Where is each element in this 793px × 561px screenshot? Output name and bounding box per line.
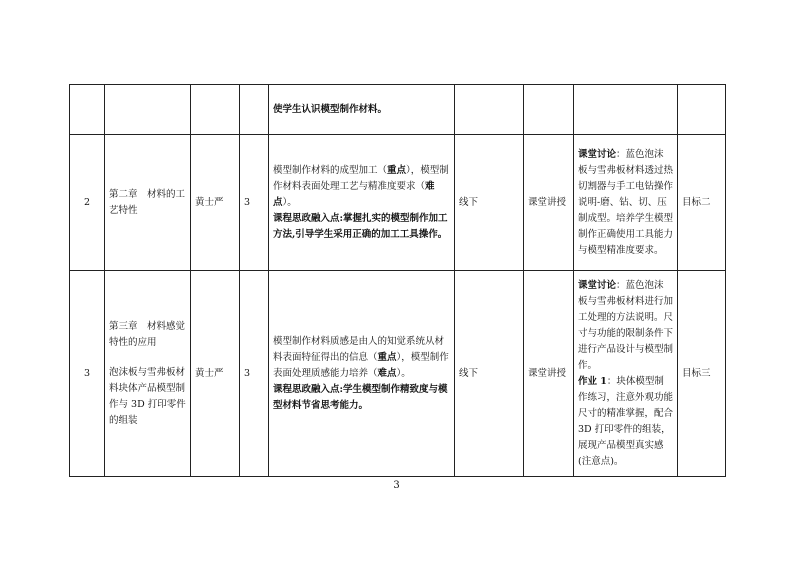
cell-chapter	[105, 85, 191, 135]
chapter-title: 第三章 材料感觉特性的应用	[109, 320, 186, 348]
cell-teacher: 黄士严	[191, 271, 240, 477]
cell-hours: 3	[240, 271, 269, 477]
content-paragraph	[273, 163, 450, 211]
table-row-2	[70, 135, 726, 271]
table-row-1	[70, 85, 726, 135]
key-point-label: 重点	[387, 164, 407, 176]
content-text: ）。	[396, 367, 411, 379]
content-text: ）。	[282, 196, 297, 208]
cell-no	[70, 85, 105, 135]
chapter-subtitle: 泡沫板与雪弗板材料块体产品模型制作与 3D 打印零件的组装	[109, 366, 186, 426]
cell-content	[269, 135, 455, 271]
cell-hours	[240, 85, 269, 135]
activity-discussion	[578, 278, 673, 374]
difficulty-label: 难点	[377, 367, 397, 379]
ideology-integration-note: 课程思政融入点:学生模型制作精致度与模型材料节省思考能力。	[273, 383, 448, 411]
cell-chapter	[105, 271, 191, 477]
discussion-label: 课堂讨论	[578, 148, 617, 160]
activity-text: ：蓝色泡沫板与雪弗板材料进行加工处理的方法说明。尺寸与功能的限制条件下进行产品设计与模型制作。	[578, 279, 674, 371]
cell-no: 2	[70, 135, 105, 271]
cell-hours: 3	[240, 135, 269, 271]
cell-activity	[574, 271, 678, 477]
activity-text: ：蓝色泡沫板与雪弗板材料透过热切割器与手工电钻操作说明-磨、钻、切、压制成型。培养学生模型制作正确使用工具能力与模型精准度要求。	[578, 148, 674, 256]
difficulty-label: 难点	[273, 180, 435, 208]
cell-goal: 目标三	[678, 271, 726, 477]
table-row-3	[70, 271, 726, 477]
cell-method	[524, 85, 574, 135]
ideology-integration-note: 课程思政融入点:掌握扎实的模型制作加工方法,引导学生采用正确的加工工具操作。	[273, 212, 448, 240]
cell-content	[269, 85, 455, 135]
cell-teacher: 黄士严	[191, 135, 240, 271]
content-text: ），模型制作表面处理质感能力培养（	[273, 351, 449, 379]
page-number: 3	[393, 480, 400, 491]
cell-method: 课堂讲授	[524, 271, 574, 477]
homework-label: 作业 1	[578, 375, 607, 387]
content-paragraph	[273, 334, 450, 382]
cell-goal	[678, 85, 726, 135]
cell-teacher	[191, 85, 240, 135]
key-point-label: 重点	[377, 351, 397, 363]
cell-mode: 线下	[455, 271, 524, 477]
cell-activity	[574, 135, 678, 271]
cell-method: 课堂讲授	[524, 135, 574, 271]
cell-no: 3	[70, 271, 105, 477]
content-text: 模型制作材料的成型加工（	[273, 164, 388, 176]
cell-mode: 线下	[455, 135, 524, 271]
discussion-label: 课堂讨论	[578, 279, 617, 291]
content-text: ），模型制作材料表面处理工艺与精准度要求（	[273, 164, 449, 192]
cell-goal: 目标二	[678, 135, 726, 271]
cell-activity	[574, 85, 678, 135]
content-text: 使学生认识模型制作材料。	[273, 103, 388, 115]
activity-homework	[578, 374, 673, 470]
content-text: 模型制作材料质感是由人的知觉系统从材料表面特征得出的信息（	[273, 335, 445, 363]
cell-mode	[455, 85, 524, 135]
course-schedule-table	[69, 84, 726, 477]
cell-content	[269, 271, 455, 477]
activity-text: ：块体模型制作练习，注意外观功能尺寸的精准掌握，配合 3D 打印零件的组装，展现产品模型真实感(注意点)。	[578, 375, 674, 467]
cell-chapter	[105, 135, 191, 271]
chapter-title: 第二章 材料的工艺特性	[109, 188, 186, 216]
